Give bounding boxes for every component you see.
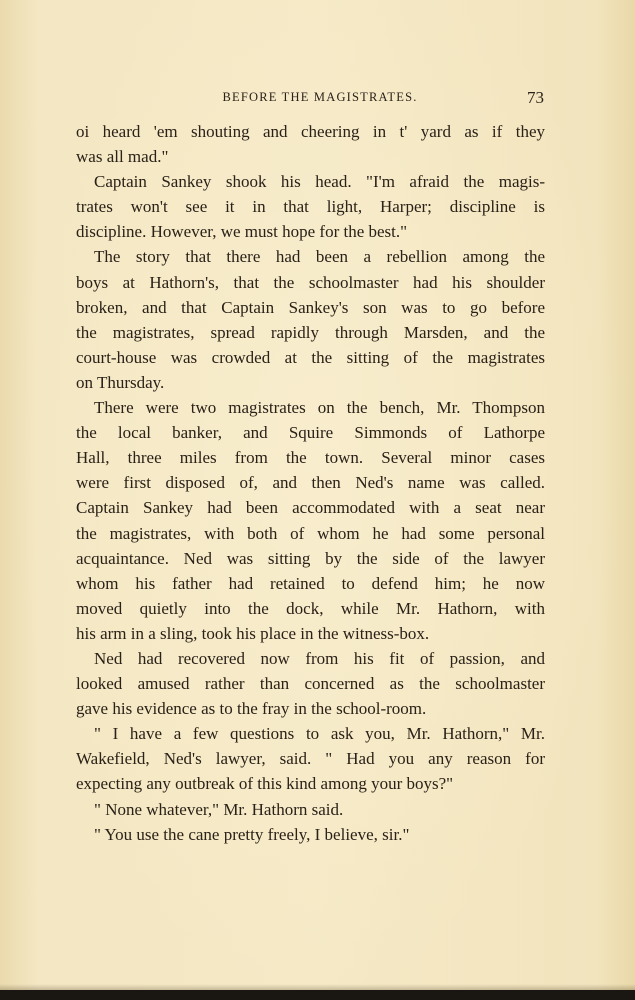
text-line: broken, and that Captain Sankey's son was to go before — [76, 297, 545, 317]
text-line: " I have a few questions to ask you, Mr. Hathorn," Mr. — [94, 724, 545, 744]
text-line: There were two magistrates on the bench, Mr. Thompson — [94, 398, 545, 418]
text-line: gave his evidence as to the fray in the school-room. — [76, 699, 427, 719]
text-line: looked amused rather than concerned as the schoolmaster — [76, 674, 545, 694]
text-line: the local banker, and Squire Simmonds of Lathorpe — [76, 423, 545, 443]
text-line: the magistrates, spread rapidly through Marsden, and the — [76, 322, 545, 342]
running-head — [76, 88, 544, 108]
text-line: acquaintance. Ned was sitting by the side of the lawyer — [76, 548, 545, 568]
text-line: his arm in a sling, took his place in the witness-box. — [76, 623, 430, 643]
text-line: moved quietly into the dock, while Mr. Hathorn, with — [76, 598, 545, 618]
text-line: oi heard 'em shouting and cheering in t' yard as if they — [76, 122, 545, 141]
text-line: boys at Hathorn's, that the schoolmaster had his shoulder — [76, 272, 545, 292]
text-line: discipline. However, we must hope for the best." — [76, 222, 408, 242]
text-line: The story that there had been a rebellion among the — [94, 247, 545, 267]
text-line: expecting any outbreak of this kind among your boys?" — [76, 774, 454, 794]
text-line: whom his father had retained to defend him; he now — [76, 573, 545, 593]
text-line: Wakefield, Ned's lawyer, said. " Had you any reason for — [76, 749, 545, 769]
text-line: on Thursday. — [76, 372, 165, 392]
page-number: 73 — [527, 88, 544, 107]
page-bottom-edge — [0, 990, 635, 1000]
text-line: court-house was crowded at the sitting of the magistrates — [76, 347, 545, 367]
text-line: trates won't see it in that light, Harper; discipline is — [76, 197, 545, 217]
running-title: BEFORE THE MAGISTRATES. — [222, 90, 418, 104]
text-line: " You use the cane pretty freely, I believe, sir." — [94, 824, 410, 844]
text-line: was all mad." — [76, 147, 169, 167]
text-line: the magistrates, with both of whom he had some personal — [76, 523, 545, 543]
text-line: Captain Sankey had been accommodated with a seat near — [76, 498, 545, 518]
text-line: " None whatever," Mr. Hathorn said. — [94, 799, 344, 819]
body-text — [76, 119, 545, 847]
text-line: Ned had recovered now from his fit of passion, and — [94, 648, 545, 668]
text-line: Captain Sankey shook his head. "I'm afraid the magis- — [94, 172, 545, 192]
text-line: were first disposed of, and then Ned's name was called. — [76, 473, 545, 493]
text-line: Hall, three miles from the town. Several minor cases — [76, 448, 545, 468]
